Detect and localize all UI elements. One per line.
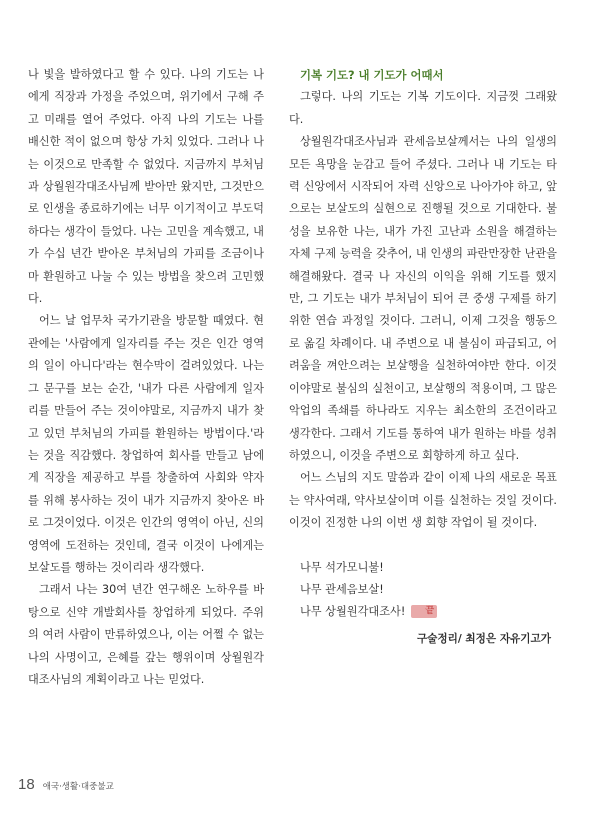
page-number: 18 <box>18 776 35 793</box>
prayer-line: 나무 석가모니불! <box>300 560 384 574</box>
magazine-name: 애국·생활·대중불교 <box>42 782 114 792</box>
right-column <box>289 64 557 650</box>
body-paragraph: 어느 날 업무차 국가기관을 방문할 때였다. 현관에는 '사람에게 일자리를 주는 것은 인간 영역의 일이 아니다'라는 현수막이 걸려있었다. 나는 그 문구를 보는 순간, '내가 다른 사람에게 일자리를 만들어 주는 것이야말로, 지금까지 내가 찾고 있던 부처님의 가피를 환원하는 방법이다.'라는 것을 직감했다. 창업하여 회사를 만들고 남에게 직장을 제공하고 부를 창출하여 사회와 약자를 위해 봉사하는 것이 내가 지금까지 찾아온 바로 그것이었다. 이것은 인간의 영역이 아닌, 신의 영역에 도전하는 것인데, 결국 이것이 나에게는 보살도를 행하는 것이리라 생각했다. <box>28 314 264 574</box>
prayer-line-with-stamp <box>289 601 557 623</box>
end-stamp: 끝 <box>411 605 437 618</box>
body-paragraph: 그렇다. 나의 기도는 기복 기도이다. 지금껏 그래왔다. <box>289 90 557 126</box>
author-credit: 구술정리/ 최정은 자유기고가 <box>416 632 551 645</box>
prayer-block <box>289 557 557 624</box>
left-column <box>28 64 264 691</box>
body-paragraph: 상월원각대조사님과 관세음보살께서는 나의 일생의 모든 욕망을 눈감고 들어 주셨다. 그러나 내 기도는 타력 신앙에서 시작되어 자력 신앙으로 나아가야 하고, 앞으로는 보살도의 실현으로 진행될 것으로 기대한다. 불성을 보유한 나는, 내가 가진 고난과 소원을 해결하는 자체 구제 능력을 갖추어, 내 인생의 파란만장한 난관을 해결해왔다. 결국 나 자신의 이익을 위해 기도를 했지만, 그 기도는 내가 부처님이 되어 큰 중생 구제를 하기 위한 연습 과정일 것이다. 그러니, 이제 그것을 행동으로 옮길 차례이다. 내 주변으로 내 불심이 파급되고, 어려움을 껴안으려는 보살행을 실천하여야만 한다. 이것이야말로 불심의 실천이고, 보살행의 적용이며, 그 많은 악업의 족쇄를 하나라도 지우는 최소한의 조건이라고 생각한다. 그래서 기도를 통하여 내가 원하는 바를 성취하였으니, 이것을 주변으로 회향하게 하고 싶다. <box>289 135 557 462</box>
prayer-line: 나무 상월원각대조사! <box>300 605 406 619</box>
body-paragraph: 어느 스님의 지도 말씀과 같이 이제 나의 새로운 목표는 약사여래, 약사보살이며 이를 실천하는 것일 것이다. 이것이 진정한 나의 이번 생 회향 작업이 될 것이다. <box>289 471 557 530</box>
section-heading: 기복 기도? 내 기도가 어때서 <box>300 68 444 82</box>
body-paragraph: 그래서 나는 30여 년간 연구해온 노하우를 바탕으로 신약 개발회사를 창업하게 되었다. 주위의 여러 사람이 만류하였으나, 이는 어쩔 수 없는 나의 사명이고, 은혜를 갚는 행위이며 상월원각대조사님의 계획이라고 나는 믿었다. <box>28 583 264 686</box>
prayer-line: 나무 관세음보살! <box>300 582 384 596</box>
page-footer <box>18 776 114 793</box>
body-paragraph: 나 빛을 발하였다고 할 수 있다. 나의 기도는 나에게 직장과 가정을 주었으며, 위기에서 구해 주고 미래를 열어 주었다. 아직 나의 기도는 나를 배신한 적이 없으며 항상 가치 있었다. 그러나 나는 이것으로 만족할 수 없었다. 지금까지 부처님과 상월원각대조사님께 받아만 왔지만, 그것만으로 인생을 종료하기에는 너무 이기적이고 부도덕하다는 생각이 들었다. 나는 고민을 계속했고, 내가 수십 년간 받아온 부처님의 가피를 조금이나마 환원하고 나눌 수 있는 방법을 찾으려 고민했다. <box>28 68 264 306</box>
